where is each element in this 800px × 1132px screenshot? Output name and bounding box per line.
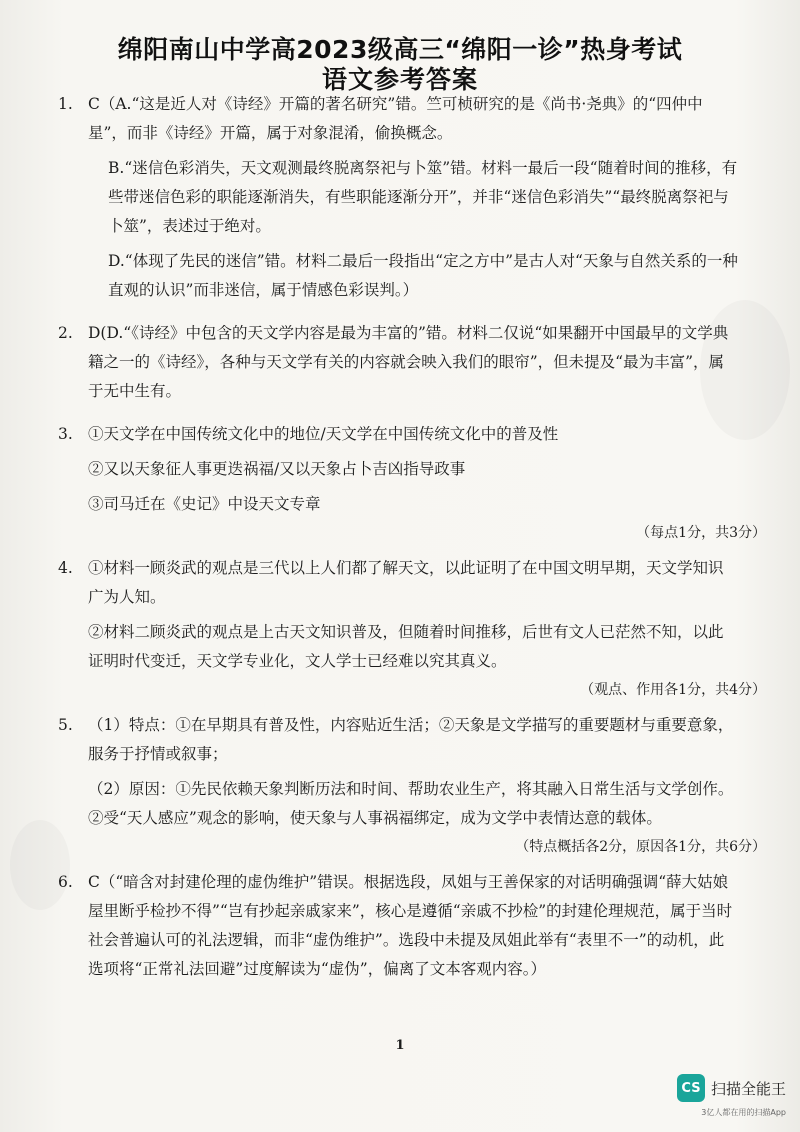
question-number: 4. xyxy=(58,559,73,577)
answer-text: （1）特点：①在早期具有普及性，内容贴近生活；②天象是文学描写的重要题材与重要意象，服务于抒情或叙事； xyxy=(88,716,734,763)
answer-text: ①材料一顾炎武的观点是三代以上人们都了解天文，以此证明了在中国文明早期，天文学知识广为人知。 xyxy=(88,559,724,606)
answer-q1 xyxy=(58,90,738,305)
question-number: 6. xyxy=(58,873,73,891)
answer-q5 xyxy=(58,711,766,862)
answer-text: ②又以天象征人事更迭祸福/又以天象占卜吉凶指导政事 xyxy=(88,460,466,478)
scanner-watermark xyxy=(677,1074,786,1102)
answer-text: ③司马迁在《史记》中设天文专章 xyxy=(88,495,321,513)
answer-text: B.“迷信色彩消失，天文观测最终脱离祭祀与卜筮”错。材料一最后一段“随着时间的推移，有些带迷信色彩的职能逐渐消失，有些职能逐渐分开”，并非“迷信色彩消失”“最终脱离祭祀与卜筮”，表述过于绝对。 xyxy=(108,159,738,235)
answer-q2 xyxy=(58,319,738,406)
answer-text: C（A.“这是近人对《诗经》开篇的著名研究”错。竺可桢研究的是《尚书·尧典》的“四仲中星”，而非《诗经》开篇，属于对象混淆，偷换概念。 xyxy=(88,95,703,142)
answer-text: C（“暗含对封建伦理的虚伪维护”错误。根据选段，凤姐与王善保家的对话明确强调“薛大姑娘屋里断乎检抄不得”“岂有抄起亲戚家来”，核心是遵循“亲戚不抄检”的封建伦理规范，属于当时社会普遍认可的礼法逻辑，而非“虚伪维护”。选段中未提及凤姐此举有“表里不一”的动机，此选项将“正常礼法回避”过度解读为“虚伪”，偏离了文本客观内容。） xyxy=(88,873,733,978)
answer-text: D.“体现了先民的迷信”错。材料二最后一段指出“定之方中”是古人对“天象与自然关系的一种直观的认识”而非迷信，属于情感色彩误判。） xyxy=(108,252,738,299)
question-number: 2. xyxy=(58,324,73,342)
exam-title: 绵阳南山中学高2023级高三“绵阳一诊”热身考试 xyxy=(117,35,683,64)
question-number: 1. xyxy=(58,95,73,113)
answer-q6 xyxy=(58,868,738,984)
exam-subtitle: 语文参考答案 xyxy=(321,65,478,94)
scanner-brand-name: 扫描全能王 xyxy=(710,1079,786,1098)
score-note: （每点1分，共3分） xyxy=(636,525,766,541)
answer-body xyxy=(58,90,766,984)
page-number: 1 xyxy=(395,1038,405,1053)
camscanner-logo-icon: CS xyxy=(677,1074,705,1102)
answer-text: ②材料二顾炎武的观点是上古天文知识普及，但随着时间推移，后世有文人已茫然不知，以此证明时代变迁，天文学专业化，文人学士已经难以究其真义。 xyxy=(88,623,724,670)
score-note: （观点、作用各1分，共4分） xyxy=(580,682,766,698)
answer-text: （2）原因：①先民依赖天象判断历法和时间、帮助农业生产，将其融入日常生活与文学创作。②受“天人感应”观念的影响，使天象与人事祸福绑定，成为文学中表情达意的载体。 xyxy=(88,780,734,827)
score-note: （特点概括各2分，原因各1分，共6分） xyxy=(515,839,766,855)
question-number: 5. xyxy=(58,716,73,734)
scanner-tagline: 3亿人都在用的扫描App xyxy=(701,1108,786,1117)
answer-q3 xyxy=(58,420,766,548)
answer-text: D(D.“《诗经》中包含的天文学内容是最为丰富的”错。材料二仅说“如果翻开中国最早的文学典籍之一的《诗经》，各种与天文学有关的内容就会映入我们的眼帘”，但未提及“最为丰富”，属于无中生有。 xyxy=(88,324,729,400)
answer-q4 xyxy=(58,554,766,705)
question-number: 3. xyxy=(58,425,73,443)
answer-text: ①天文学在中国传统文化中的地位/天文学在中国传统文化中的普及性 xyxy=(88,425,559,443)
